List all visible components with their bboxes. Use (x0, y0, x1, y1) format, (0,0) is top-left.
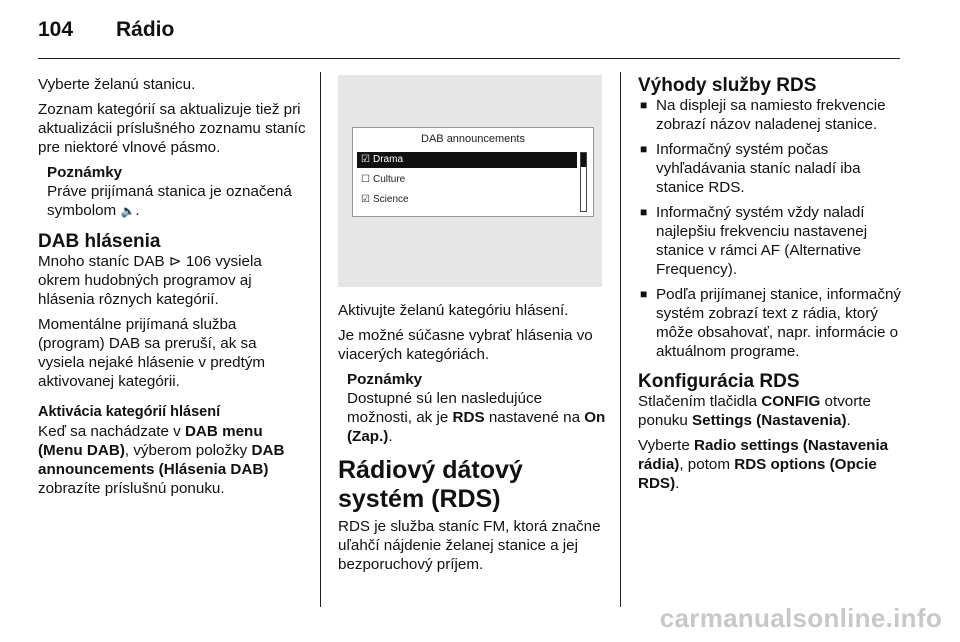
section-heading-rds: Rádiový dátový systém (RDS) (338, 456, 523, 513)
menu-item-label: Culture (373, 174, 406, 185)
text-run: nastavené na (484, 409, 585, 426)
note-title: Poznámky (347, 371, 423, 388)
menu-item-science[interactable] (357, 192, 577, 208)
menu-item-culture[interactable] (357, 172, 577, 188)
page-ref-arrow-icon: ⊳ (168, 253, 182, 270)
display-screen (352, 127, 594, 217)
section-heading-dab: DAB hlásenia (38, 231, 161, 252)
column-2 (338, 75, 606, 580)
paragraph: Momentálne prijímaná služba (program) DAB sa preruší, ak sa vysiela nejaké hlásenie v predtým aktivovanej kategórii. (38, 316, 266, 390)
scrollbar-thumb[interactable] (581, 153, 586, 167)
bold-term: RDS options (Opcie RDS) (638, 456, 877, 492)
screen-title: DAB announcements (421, 133, 525, 145)
text-run: , potom (679, 456, 735, 473)
text-run: . (846, 412, 851, 429)
list-item: ■ Informačný systém vždy naladí najlepšiu frekvenciu nastavenej stanice v rámci AF (Alternative Frequency). (638, 203, 908, 279)
text-run: otvorte ponuku (638, 393, 871, 429)
list-item: ■ Na displeji sa namiesto frekvencie zobrazí názov naladenej stanice. (638, 96, 908, 134)
text-run: , výberom položky (124, 442, 252, 459)
paragraph (638, 436, 908, 493)
column-3 (638, 75, 908, 499)
paragraph (638, 392, 908, 430)
dab-announcements-figure (338, 75, 602, 287)
note-box (38, 163, 306, 221)
text-run: Stlačením tlačidla (638, 393, 762, 410)
text-run: Mnoho staníc DAB (38, 253, 169, 270)
column-1 (38, 75, 306, 504)
note-text (347, 389, 606, 446)
checkbox-empty-icon: ☐ (361, 174, 370, 185)
text-run: Vyberte (638, 437, 694, 454)
bold-term: On (Zap.) (347, 409, 606, 445)
note-text (47, 182, 306, 221)
menu-item-label: Drama (373, 154, 404, 165)
subheading-activation: Aktivácia kategórií hlásení (38, 404, 221, 420)
paragraph: Je možné súčasne vybrať hlásenia vo viacerých kategóriách. (338, 327, 593, 363)
list-item: ■ Informačný systém počas vyhľadávania staníc naladí iba stanice RDS. (638, 140, 908, 197)
section-title: Rádio (116, 18, 175, 41)
text-run: . (675, 475, 680, 492)
paragraph (38, 422, 306, 498)
menu-item-drama[interactable] (357, 152, 577, 168)
column-divider-1 (320, 72, 321, 607)
note-period: . (135, 202, 140, 219)
note-box (338, 370, 606, 446)
text-run: . (388, 428, 393, 445)
header-divider (38, 58, 900, 59)
checkbox-checked-icon: ☑ (361, 194, 370, 205)
bold-term: Settings (Nastavenia) (692, 412, 847, 429)
paragraph: Zoznam kategórií sa aktualizuje tiež pri aktualizácii príslušného zoznamu staníc pre niektoré vlnové pásmo. (38, 101, 306, 156)
text-run: zobrazíte príslušnú ponuku. (38, 480, 225, 497)
checkbox-checked-icon: ☑ (361, 154, 370, 165)
bold-term: RDS (452, 409, 485, 426)
text-run: 106 vysiela okrem hudobných programov aj hlásenia rôznych kategórií. (38, 253, 262, 308)
text-run: Keď sa nachádzate v (38, 423, 185, 440)
text-run: Dostupné sú len nasledujúce možnosti, ak je (347, 390, 543, 426)
menu-item-label: Science (373, 194, 409, 205)
bullet-list (638, 96, 908, 361)
column-divider-2 (620, 72, 621, 607)
page-number: 104 (38, 18, 74, 41)
paragraph: Vyberte želanú stanicu. (38, 76, 196, 93)
section-heading-advantages: Výhody služby RDS (638, 75, 817, 96)
bold-term: DAB announcements (Hlásenia DAB) (38, 442, 285, 478)
watermark: carmanualsonline.info (659, 603, 942, 633)
paragraph: Aktivujte želanú kategóriu hlásení. (338, 302, 569, 319)
bold-term: DAB menu (Menu DAB) (38, 423, 263, 459)
paragraph: RDS je služba staníc FM, ktorá značne uľahčí nájdenie želanej stanice a jej bezporuchový príjem. (338, 518, 601, 573)
bold-term: Radio settings (Nastavenia rádia) (638, 437, 889, 473)
page-header (38, 18, 174, 42)
speaker-icon: 🔈 (120, 204, 136, 218)
bold-term: CONFIG (761, 393, 821, 410)
note-body: Práve prijímaná stanica je označená symbolom (47, 183, 292, 219)
list-item: ■ Podľa prijímanej stanice, informačný systém zobrazí text z rádia, ktorý môže obsahovať, napr. informácie o aktuálnom programe. (638, 285, 908, 361)
paragraph (38, 252, 306, 309)
scrollbar[interactable] (580, 152, 587, 212)
note-title: Poznámky (47, 164, 123, 181)
section-heading-config: Konfigurácia RDS (638, 371, 800, 392)
